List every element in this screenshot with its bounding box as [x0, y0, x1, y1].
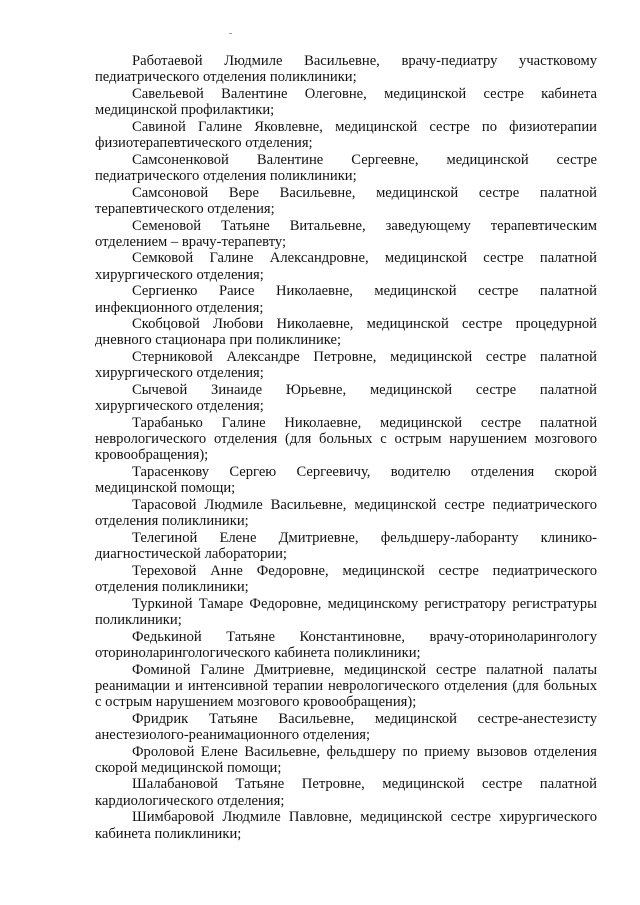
list-item: Семеновой Татьяне Витальевне, заведующему терапевтическим отделением – врачу-терапевту; — [95, 217, 597, 250]
scan-mark — [229, 33, 232, 34]
list-item: Стерниковой Александре Петровне, медицинской сестре палатной хирургического отделения; — [95, 349, 597, 382]
award-list — [95, 53, 597, 842]
list-item: Тарасенкову Сергею Сергеевичу, водителю отделения скорой медицинской помощи; — [95, 464, 597, 497]
list-item: Шалабановой Татьяне Петровне, медицинской сестре палатной кардиологического отделения; — [95, 776, 597, 809]
list-item: Самсоновой Вере Васильевне, медицинской сестре палатной терапевтического отделения; — [95, 184, 597, 217]
list-item: Семковой Галине Александровне, медицинской сестре палатной хирургического отделения; — [95, 250, 597, 283]
list-item: Тарасовой Людмиле Васильевне, медицинской сестре педиатрического отделения поликлиники; — [95, 496, 597, 530]
list-item: Фридрик Татьяне Васильевне, медицинской сестре-анестезисту анестезиолого-реанимационного отделения; — [95, 710, 597, 743]
list-item: Федькиной Татьяне Константиновне, врачу-оториноларингологу оториноларингологического кабинета поликлиники; — [95, 628, 597, 661]
list-item: Тарабанько Галине Николаевне, медицинской сестре палатной неврологического отделения (для больных с острым нарушением мозгового кровообращения); — [95, 414, 597, 464]
list-item: Работаевой Людмиле Васильевне, врачу-педиатру участковому педиатрического отделения поликлиники; — [95, 53, 597, 86]
list-item: Фроловой Елене Васильевне, фельдшеру по приему вызовов отделения скорой медицинской помощи; — [95, 743, 597, 776]
list-item: Сергиенко Раисе Николаевне, медицинской сестре палатной инфекционного отделения; — [95, 283, 597, 316]
list-item: Скобцовой Любови Николаевне, медицинской сестре процедурной дневного стационара при поликлинике; — [95, 316, 597, 349]
list-item: Савельевой Валентине Олеговне, медицинской сестре кабинета медицинской профилактики; — [95, 85, 597, 119]
list-item: Шимбаровой Людмиле Павловне, медицинской сестре хирургического кабинета поликлиники; — [95, 809, 597, 842]
list-item: Туркиной Тамаре Федоровне, медицинскому регистратору регистратуры поликлиники; — [95, 595, 597, 628]
list-item: Тереховой Анне Федоровне, медицинской сестре педиатрического отделения поликлиники; — [95, 562, 597, 595]
list-item: Самсоненковой Валентине Сергеевне, медицинской сестре педиатрического отделения поликлиники; — [95, 151, 597, 184]
list-item: Савиной Галине Яковлевне, медицинской сестре по физиотерапии физиотерапевтического отделения; — [95, 118, 597, 152]
list-item: Фоминой Галине Дмитриевне, медицинской сестре палатной палаты реанимации и интенсивной терапии неврологического отделения (для больных с острым нарушением мозгового кровообращения); — [95, 661, 597, 710]
list-item: Сычевой Зинаиде Юрьевне, медицинской сестре палатной хирургического отделения; — [95, 382, 597, 415]
list-item: Телегиной Елене Дмитриевне, фельдшеру-лаборанту клинико-диагностической лаборатории; — [95, 529, 597, 563]
